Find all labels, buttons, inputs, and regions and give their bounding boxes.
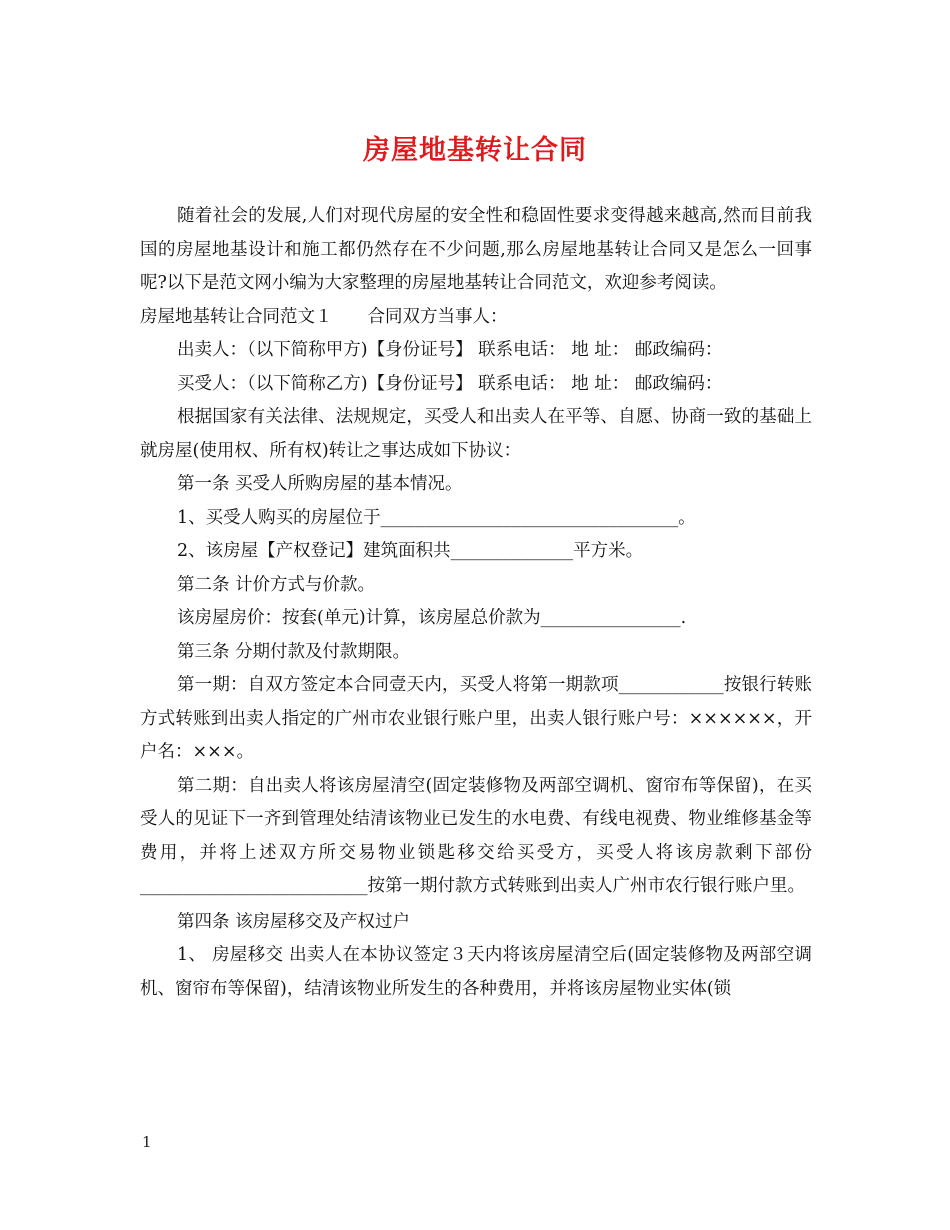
document-title: 房屋地基转让合同 <box>363 135 587 166</box>
document-body <box>140 200 812 1006</box>
buyer-line: 买受人：（以下简称乙方)【身份证号】 联系电话： 地 址： 邮政编码： <box>177 373 723 394</box>
intro-paragraph: 随着社会的发展,人们对现代房屋的安全性和稳固性要求变得越来越高,然而目前我国的房屋地基设计和施工都仍然存在不少问题,那么房屋地基转让合同又是怎么一回事呢?以下是范文网小编为大家整理的房屋地基转让合同范文，欢迎参考阅读。 <box>140 206 812 293</box>
article-1-item-2: 2、该房屋【产权登记】建筑面积共______________平方米。 <box>177 541 644 561</box>
page-number: 1 <box>142 1133 152 1151</box>
article-2-heading: 第二条 计价方式与价款。 <box>177 574 376 595</box>
seller-line: 出卖人：（以下简称甲方)【身份证号】 联系电话： 地 址： 邮政编码： <box>177 340 723 360</box>
article-2-price: 该房屋房价：按套(单元)计算，该房屋总价款为________________. <box>177 608 687 628</box>
agreement-paragraph: 根据国家有关法律、法规规定，买受人和出卖人在平等、自愿、协商一致的基础上就房屋(使用权、所有权)转让之事达成如下协议： <box>140 407 812 461</box>
installment-2-paragraph: 第二期：自出卖人将该房屋清空(固定装修物及两部空调机、窗帘布等保留)，在买受人的见证下一齐到管理处结清该物业已发生的水电费、有线电视费、物业维修基金等费用，并将上述双方所交易物业锁匙移交给买受方，买受人将该房款剩下部份__________________________按第一期付款方式转账到出卖人广州市农行银行账户里。 <box>140 775 812 896</box>
article-4-item-1: 1、 房屋移交 出卖人在本协议签定３天内将该房屋清空后(固定装修物及两部空调机、窗帘布等保留)，结清该物业所发生的各种费用，并将该房屋物业实体(锁 <box>140 945 812 999</box>
sample-heading: 房屋地基转让合同范文１ 合同双方当事人： <box>140 306 508 327</box>
article-1-heading: 第一条 买受人所购房屋的基本情况。 <box>177 474 463 494</box>
installment-1-paragraph: 第一期：自双方签定本合同壹天内，买受人将第一期款项____________按银行转账方式转账到出卖人指定的广州市农业银行账户里，出卖人银行账户号：××××××，开户名：×××。 <box>140 675 812 762</box>
article-3-heading: 第三条 分期付款及付款期限。 <box>177 641 411 662</box>
article-1-item-1: 1、买受人购买的房屋位于__________________________________。 <box>177 507 696 528</box>
article-4-heading: 第四条 该房屋移交及产权过户 <box>177 911 411 932</box>
